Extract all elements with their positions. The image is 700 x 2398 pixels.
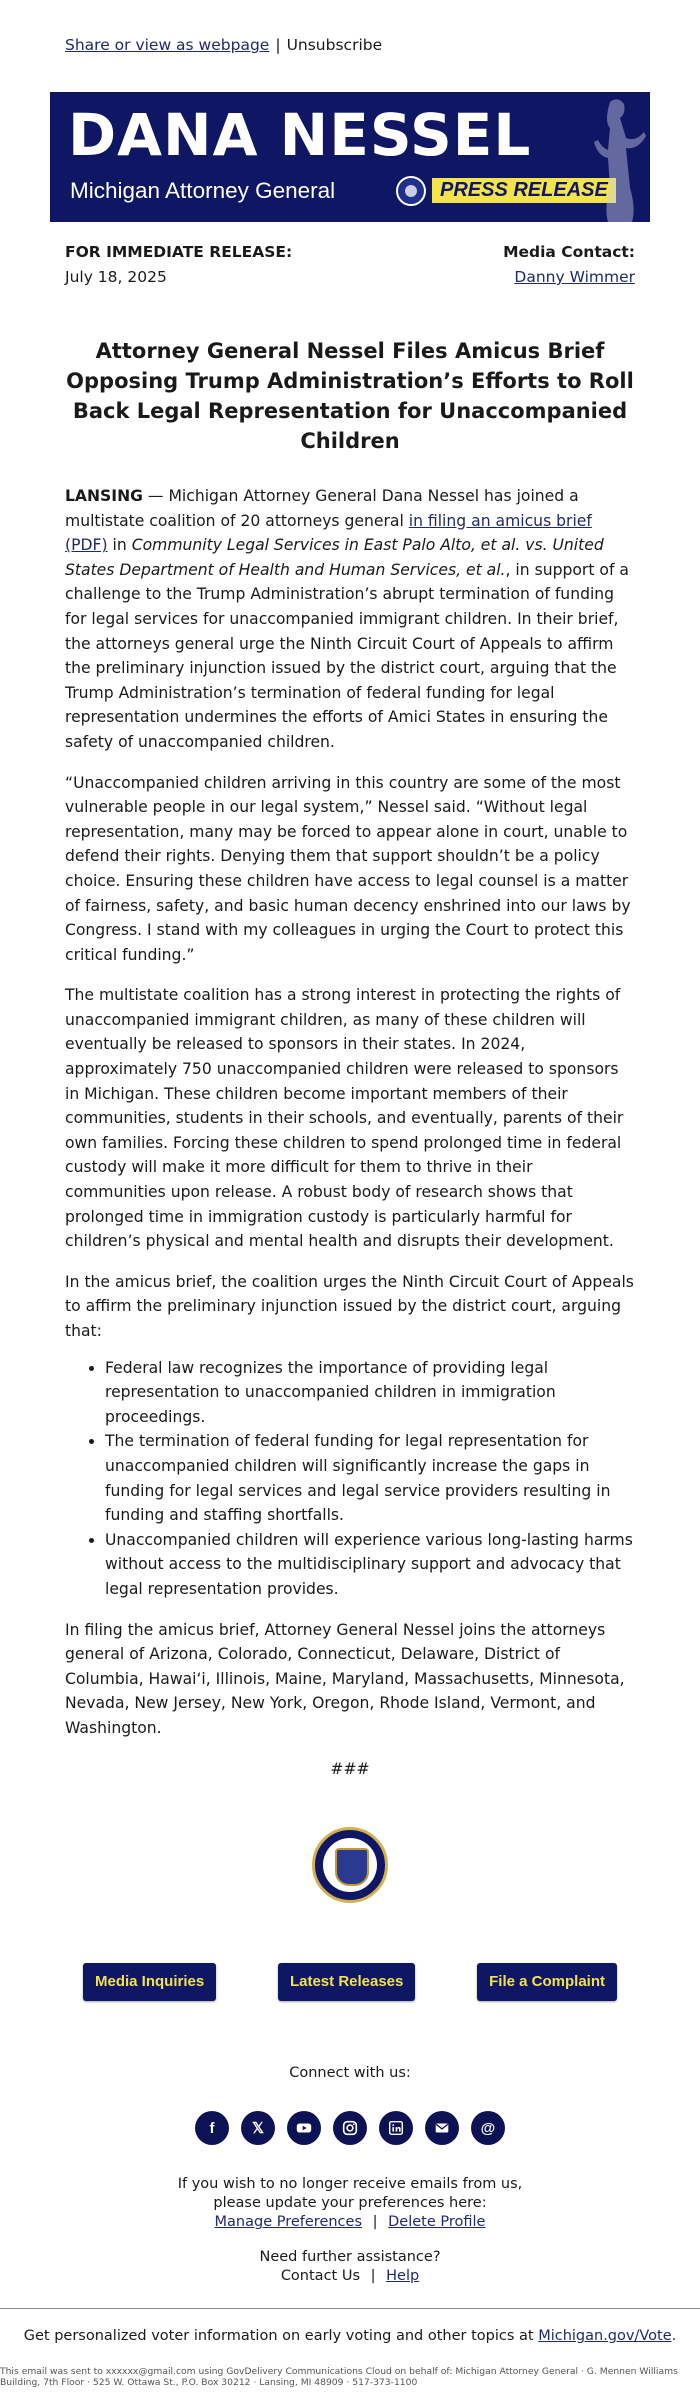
media-inquiries-button[interactable]: Media Inquiries (83, 1963, 216, 2001)
case-name: Community Legal Services in East Palo Alto, et al. vs. United States Department of Health and Human Services, et al. (65, 536, 604, 579)
paragraph-1 (65, 484, 635, 755)
media-contact-label: Media Contact: (503, 243, 635, 261)
banner-seal-icon (396, 176, 426, 206)
attorney-general-seal-icon (312, 1827, 388, 1903)
press-release-banner (50, 92, 650, 222)
paragraph-3: The multistate coalition has a strong interest in protecting the rights of unaccompanied immigrant children, as many of these children will eventually be released to sponsors in their states. In 2024, approximately 750 unaccompanied children were released to sponsors in Michigan. These children become important members of their communities, students in their schools, and eventually, parents of their own families. Forcing these children to spend prolonged time in federal custody will make it more difficult for them to thrive in their communities upon release. A robust body of research shows that prolonged time in immigration custody is particularly harmful for children’s physical and mental health and disrupts their development. (65, 986, 624, 1251)
release-label: FOR IMMEDIATE RELEASE: (65, 243, 293, 261)
michigan-vote-link[interactable]: Michigan.gov/Vote (538, 2328, 672, 2345)
x-icon[interactable]: 𝕏 (241, 2111, 275, 2145)
share-webpage-link[interactable]: Share or view as webpage (65, 36, 270, 54)
connect-heading: Connect with us: (289, 2065, 411, 2082)
help-link[interactable]: Help (386, 2268, 420, 2285)
headline: Attorney General Nessel Files Amicus Brief Opposing Trump Administration’s Efforts to Roll Back Legal Representation for Unaccompanied Children (66, 339, 634, 453)
manage-preferences-link[interactable]: Manage Preferences (214, 2214, 363, 2231)
paragraph-2: “Unaccompanied children arriving in this country are some of the most vulnerable people in our legal system,” Nessel said. “Without legal representation, many may be forced to appear alone in court, unable to defend their rights. Denying them that support shouldn’t be a policy choice. Ensuring these children have access to legal counsel is a matter of fairness, safety, and basic human decency enshrined into our laws by Congress. I stand with my colleagues in urging the Court to protect this critical funding.” (65, 773, 631, 964)
list-item: • Unaccompanied children will experience various long-lasting harms without access to the multidisciplinary support and advocacy that legal representation provides. (105, 1528, 635, 1602)
preferences-section (0, 2175, 700, 2232)
list-item: • The termination of federal funding for legal representation for unaccompanied children will significantly increase the gaps in funding for legal services and legal service providers resulting in funding and staffing shortfalls. (105, 1429, 635, 1527)
footer-note: This email was sent to xxxxxx@gmail.com using GovDelivery Communications Cloud on behalf of: Michigan Attorney General · G. Mennen Williams Building, 7th Floor · 525 W. Ottawa St., P.O. Box 30212 · Lansing, MI 48909 · 517-373-1100 (0, 2366, 678, 2389)
prefs-separator: | (372, 2214, 378, 2231)
topbar-separator: | (275, 36, 281, 54)
contact-us-link[interactable]: Contact Us (280, 2268, 361, 2285)
argument-list (105, 1356, 635, 1602)
prefs-line-1: If you wish to no longer receive emails from us, (177, 2176, 523, 2193)
release-info (65, 240, 292, 290)
paragraph-5: In filing the amicus brief, Attorney General Nessel joins the attorneys general of Arizona, Colorado, Connecticut, Delaware, District of Columbia, Hawai‘i, Illinois, Maine, Maryland, Massachusetts, Minnesota, Nevada, New Jersey, New York, Oregon, Rhode Island, Vermont, and Washington. (65, 1620, 625, 1737)
instagram-icon[interactable] (333, 2111, 367, 2145)
list-item: • Federal law recognizes the importance of providing legal representation to unaccompanied children in immigration proceedings. (105, 1356, 635, 1430)
threads-icon[interactable]: @ (471, 2111, 505, 2145)
voter-text: Get personalized voter information on early voting and other topics at (23, 2328, 539, 2345)
file-complaint-button[interactable]: File a Complaint (477, 1963, 617, 2001)
p1-text-2: in (107, 536, 132, 555)
press-release-label: PRESS RELEASE (432, 178, 616, 203)
paragraph-4: In the amicus brief, the coalition urges the Ninth Circuit Court of Appeals to affirm the preliminary injunction issued by the district court, arguing that: (65, 1272, 634, 1340)
youtube-icon[interactable] (287, 2111, 321, 2145)
social-links (0, 2111, 700, 2145)
delete-profile-link[interactable]: Delete Profile (388, 2214, 486, 2231)
assist-separator: | (370, 2268, 376, 2285)
article-body (65, 484, 635, 1781)
topbar (0, 0, 700, 92)
release-meta (65, 240, 635, 290)
footer-divider (0, 2308, 700, 2309)
release-date: July 18, 2025 (65, 268, 167, 286)
media-contact-link[interactable]: Danny Wimmer (514, 268, 635, 286)
assist-links (0, 2267, 700, 2286)
assistance-section (0, 2248, 700, 2286)
lady-justice-icon (580, 92, 650, 222)
facebook-icon[interactable]: f (195, 2111, 229, 2145)
end-mark: ### (330, 1759, 370, 1778)
voter-end: . (671, 2328, 677, 2345)
prefs-line-2: please update your preferences here: (213, 2195, 487, 2212)
assist-question: Need further assistance? (259, 2249, 441, 2266)
dateline: LANSING (65, 487, 143, 505)
p1-text-1: — Michigan Attorney General Dana Nessel has joined a multistate coalition of 20 attorneys general (65, 487, 579, 530)
media-contact (503, 240, 635, 290)
unsubscribe-link[interactable]: Unsubscribe (286, 36, 383, 54)
banner-subtitle: Michigan Attorney General (70, 178, 336, 203)
email-icon[interactable] (425, 2111, 459, 2145)
banner-name: DANA NESSEL (68, 101, 532, 169)
latest-releases-button[interactable]: Latest Releases (278, 1963, 415, 2001)
p1-text-3: , in support of a challenge to the Trump Administration’s abrupt termination of funding for legal services for unaccompanied immigrant children. In their brief, the attorneys general urge the Ninth Circuit Court of Appeals to affirm the preliminary injunction issued by the district court, arguing that the Trump Administration’s termination of federal funding for legal representation undermines the efforts of Amici States in ensuring the safety of unaccompanied children. (65, 560, 629, 751)
voter-info (0, 2328, 700, 2344)
amicus-brief-link[interactable]: in filing an amicus brief (PDF) (65, 511, 592, 555)
seal-container (0, 1827, 700, 1903)
linkedin-icon[interactable] (379, 2111, 413, 2145)
action-buttons (83, 1963, 617, 2001)
prefs-links (0, 2213, 700, 2232)
